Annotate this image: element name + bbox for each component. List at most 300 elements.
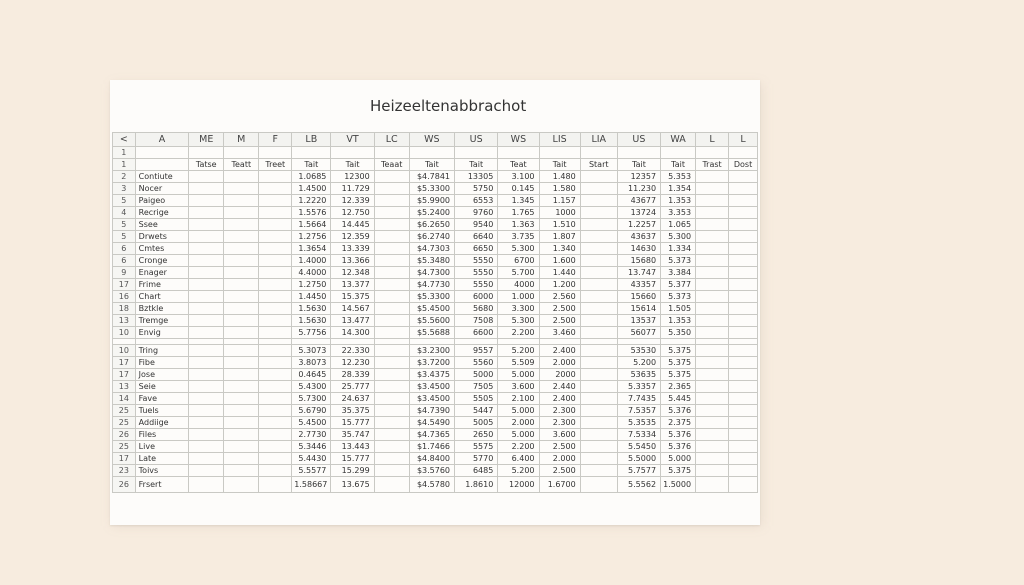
value-cell[interactable]: $5.2400 (409, 207, 454, 219)
table-cell[interactable] (259, 147, 292, 159)
row-number[interactable]: 16 (113, 291, 136, 303)
value-cell[interactable]: 53530 (617, 345, 660, 357)
subheader-cell[interactable]: Tait (331, 159, 374, 171)
table-cell[interactable] (224, 231, 259, 243)
table-cell[interactable] (729, 369, 758, 381)
value-cell[interactable]: $5.5688 (409, 327, 454, 339)
value-cell[interactable]: $4.7303 (409, 243, 454, 255)
value-cell[interactable]: 1.6700 (539, 477, 580, 493)
value-cell[interactable]: 1.353 (661, 195, 696, 207)
value-cell[interactable]: 12.348 (331, 267, 374, 279)
value-cell[interactable]: 15.777 (331, 453, 374, 465)
value-cell[interactable]: 5550 (455, 267, 498, 279)
table-cell[interactable] (189, 195, 224, 207)
table-cell[interactable] (580, 231, 617, 243)
value-cell[interactable]: 5.375 (661, 465, 696, 477)
value-cell[interactable]: 5680 (455, 303, 498, 315)
table-cell[interactable] (729, 405, 758, 417)
column-header[interactable]: A (135, 133, 189, 147)
table-cell[interactable] (580, 279, 617, 291)
table-cell[interactable] (259, 381, 292, 393)
table-cell[interactable] (374, 417, 409, 429)
subheader-cell[interactable]: Teatt (224, 159, 259, 171)
table-cell[interactable] (696, 279, 729, 291)
table-cell[interactable] (696, 171, 729, 183)
value-cell[interactable]: 15660 (617, 291, 660, 303)
row-number[interactable]: 6 (113, 243, 136, 255)
value-cell[interactable]: 5575 (455, 441, 498, 453)
row-name-cell[interactable]: Toivs (135, 465, 189, 477)
value-cell[interactable]: $6.2650 (409, 219, 454, 231)
value-cell[interactable]: 7.7435 (617, 393, 660, 405)
row-number[interactable]: 26 (113, 429, 136, 441)
row-number[interactable]: 17 (113, 357, 136, 369)
table-cell[interactable] (259, 453, 292, 465)
value-cell[interactable]: 2.500 (539, 303, 580, 315)
value-cell[interactable]: 1.2756 (292, 231, 331, 243)
table-cell[interactable] (729, 381, 758, 393)
table-cell[interactable] (729, 147, 758, 159)
subheader-cell[interactable]: Tait (455, 159, 498, 171)
value-cell[interactable]: $4.7365 (409, 429, 454, 441)
value-cell[interactable]: 2.300 (539, 405, 580, 417)
row-number[interactable]: 17 (113, 279, 136, 291)
table-cell[interactable] (374, 453, 409, 465)
table-cell[interactable] (259, 357, 292, 369)
table-cell[interactable] (580, 327, 617, 339)
table-cell[interactable] (580, 405, 617, 417)
value-cell[interactable]: 5.7756 (292, 327, 331, 339)
value-cell[interactable]: 0.145 (498, 183, 539, 195)
table-cell[interactable] (580, 243, 617, 255)
subheader-cell[interactable]: Tait (661, 159, 696, 171)
table-cell[interactable] (696, 303, 729, 315)
table-cell[interactable] (292, 147, 331, 159)
value-cell[interactable]: 12000 (498, 477, 539, 493)
value-cell[interactable]: $6.2740 (409, 231, 454, 243)
table-cell[interactable] (729, 345, 758, 357)
table-cell[interactable] (374, 357, 409, 369)
table-cell[interactable] (189, 381, 224, 393)
row-number[interactable]: 17 (113, 369, 136, 381)
table-cell[interactable] (259, 243, 292, 255)
table-cell[interactable] (696, 267, 729, 279)
table-cell[interactable] (455, 147, 498, 159)
table-cell[interactable] (189, 291, 224, 303)
subheader-cell[interactable]: Tait (409, 159, 454, 171)
table-cell[interactable] (729, 279, 758, 291)
table-cell[interactable] (696, 369, 729, 381)
table-cell[interactable] (696, 345, 729, 357)
table-cell[interactable] (374, 267, 409, 279)
table-cell[interactable] (259, 477, 292, 493)
row-number[interactable]: 5 (113, 231, 136, 243)
table-cell[interactable] (696, 357, 729, 369)
value-cell[interactable]: 1.765 (498, 207, 539, 219)
value-cell[interactable]: 0.4645 (292, 369, 331, 381)
value-cell[interactable]: 13.675 (331, 477, 374, 493)
value-cell[interactable]: $5.3480 (409, 255, 454, 267)
value-cell[interactable]: $3.4500 (409, 393, 454, 405)
value-cell[interactable]: 14.300 (331, 327, 374, 339)
value-cell[interactable]: 2000 (539, 369, 580, 381)
table-cell[interactable] (224, 183, 259, 195)
table-cell[interactable] (729, 357, 758, 369)
value-cell[interactable]: 3.460 (539, 327, 580, 339)
table-cell[interactable] (580, 315, 617, 327)
table-cell[interactable] (189, 429, 224, 441)
table-cell[interactable] (259, 465, 292, 477)
table-cell[interactable] (189, 477, 224, 493)
value-cell[interactable]: 13.747 (617, 267, 660, 279)
table-cell[interactable] (580, 207, 617, 219)
value-cell[interactable]: 5.7300 (292, 393, 331, 405)
table-cell[interactable] (374, 303, 409, 315)
value-cell[interactable]: 1.8610 (455, 477, 498, 493)
table-cell[interactable] (224, 381, 259, 393)
column-header[interactable]: US (455, 133, 498, 147)
value-cell[interactable]: 3.8073 (292, 357, 331, 369)
value-cell[interactable]: $1.7466 (409, 441, 454, 453)
table-cell[interactable] (189, 357, 224, 369)
row-name-cell[interactable]: Frime (135, 279, 189, 291)
row-name-cell[interactable]: Seie (135, 381, 189, 393)
value-cell[interactable]: 24.637 (331, 393, 374, 405)
value-cell[interactable]: 1.480 (539, 171, 580, 183)
table-cell[interactable] (729, 477, 758, 493)
value-cell[interactable]: 13305 (455, 171, 498, 183)
value-cell[interactable]: 56077 (617, 327, 660, 339)
value-cell[interactable]: 2.400 (539, 345, 580, 357)
table-cell[interactable] (729, 255, 758, 267)
table-cell[interactable] (224, 453, 259, 465)
row-name-cell[interactable]: Tring (135, 345, 189, 357)
subheader-cell[interactable] (135, 159, 189, 171)
value-cell[interactable]: 1.5000 (661, 477, 696, 493)
column-header[interactable]: LIS (539, 133, 580, 147)
value-cell[interactable]: 6600 (455, 327, 498, 339)
row-name-cell[interactable]: Ssee (135, 219, 189, 231)
table-cell[interactable] (729, 291, 758, 303)
table-cell[interactable] (696, 393, 729, 405)
table-cell[interactable] (259, 255, 292, 267)
table-cell[interactable] (580, 465, 617, 477)
table-cell[interactable] (580, 219, 617, 231)
table-cell[interactable] (189, 405, 224, 417)
value-cell[interactable]: 5.5562 (617, 477, 660, 493)
table-cell[interactable] (224, 267, 259, 279)
table-cell[interactable] (729, 267, 758, 279)
value-cell[interactable]: 5.5450 (617, 441, 660, 453)
table-cell[interactable] (189, 231, 224, 243)
value-cell[interactable]: 2.500 (539, 315, 580, 327)
subheader-cell[interactable]: Start (580, 159, 617, 171)
table-cell[interactable] (374, 243, 409, 255)
value-cell[interactable]: 2.500 (539, 441, 580, 453)
value-cell[interactable]: 12.750 (331, 207, 374, 219)
table-cell[interactable] (374, 231, 409, 243)
value-cell[interactable]: 7.5357 (617, 405, 660, 417)
value-cell[interactable]: 2.300 (539, 417, 580, 429)
value-cell[interactable]: $5.4500 (409, 303, 454, 315)
value-cell[interactable]: 12.230 (331, 357, 374, 369)
value-cell[interactable]: 12300 (331, 171, 374, 183)
row-name-cell[interactable]: Addiige (135, 417, 189, 429)
table-cell[interactable] (729, 453, 758, 465)
table-cell[interactable] (580, 195, 617, 207)
column-header[interactable]: F (259, 133, 292, 147)
value-cell[interactable]: 5.000 (661, 453, 696, 465)
column-header[interactable]: ME (189, 133, 224, 147)
value-cell[interactable]: 35.375 (331, 405, 374, 417)
table-cell[interactable] (189, 441, 224, 453)
row-name-cell[interactable]: Paigeo (135, 195, 189, 207)
table-cell[interactable] (729, 327, 758, 339)
table-cell[interactable] (729, 195, 758, 207)
value-cell[interactable]: 2.000 (539, 357, 580, 369)
row-number[interactable]: 25 (113, 405, 136, 417)
table-cell[interactable] (374, 315, 409, 327)
row-number[interactable]: 4 (113, 207, 136, 219)
table-cell[interactable] (189, 369, 224, 381)
table-cell[interactable] (224, 441, 259, 453)
table-cell[interactable] (259, 267, 292, 279)
table-cell[interactable] (189, 279, 224, 291)
value-cell[interactable]: 6485 (455, 465, 498, 477)
row-number[interactable]: 26 (113, 477, 136, 493)
value-cell[interactable]: 15614 (617, 303, 660, 315)
table-cell[interactable] (259, 393, 292, 405)
value-cell[interactable]: 13537 (617, 315, 660, 327)
row-number[interactable]: 14 (113, 393, 136, 405)
subheader-cell[interactable]: Teaat (374, 159, 409, 171)
value-cell[interactable]: 1.3654 (292, 243, 331, 255)
value-cell[interactable]: 3.735 (498, 231, 539, 243)
value-cell[interactable]: 1.5664 (292, 219, 331, 231)
value-cell[interactable]: 5.353 (661, 171, 696, 183)
table-cell[interactable] (580, 255, 617, 267)
table-cell[interactable] (580, 357, 617, 369)
table-cell[interactable] (729, 303, 758, 315)
value-cell[interactable]: $4.7390 (409, 405, 454, 417)
table-cell[interactable] (729, 393, 758, 405)
value-cell[interactable]: 1.200 (539, 279, 580, 291)
table-cell[interactable] (729, 441, 758, 453)
value-cell[interactable]: 9760 (455, 207, 498, 219)
value-cell[interactable]: 15.299 (331, 465, 374, 477)
table-cell[interactable] (224, 429, 259, 441)
table-cell[interactable] (696, 207, 729, 219)
table-cell[interactable] (189, 393, 224, 405)
value-cell[interactable]: 1.4450 (292, 291, 331, 303)
value-cell[interactable]: 12.339 (331, 195, 374, 207)
row-name-cell[interactable]: Enager (135, 267, 189, 279)
table-cell[interactable] (189, 207, 224, 219)
table-cell[interactable] (696, 405, 729, 417)
value-cell[interactable]: 2.440 (539, 381, 580, 393)
table-cell[interactable] (259, 207, 292, 219)
value-cell[interactable]: 1.353 (661, 315, 696, 327)
table-cell[interactable] (259, 279, 292, 291)
table-cell[interactable] (696, 429, 729, 441)
table-cell[interactable] (189, 303, 224, 315)
value-cell[interactable]: 11.729 (331, 183, 374, 195)
row-number[interactable]: 5 (113, 219, 136, 231)
value-cell[interactable]: 5.377 (661, 279, 696, 291)
value-cell[interactable]: 3.384 (661, 267, 696, 279)
table-cell[interactable] (135, 147, 189, 159)
value-cell[interactable]: 1.807 (539, 231, 580, 243)
value-cell[interactable]: 7.5334 (617, 429, 660, 441)
table-cell[interactable] (224, 219, 259, 231)
value-cell[interactable]: 2.200 (498, 441, 539, 453)
value-cell[interactable]: 1.505 (661, 303, 696, 315)
value-cell[interactable]: 5.350 (661, 327, 696, 339)
value-cell[interactable]: 14.445 (331, 219, 374, 231)
value-cell[interactable]: 1.580 (539, 183, 580, 195)
table-cell[interactable] (189, 453, 224, 465)
table-cell[interactable] (224, 357, 259, 369)
value-cell[interactable]: $3.4500 (409, 381, 454, 393)
row-name-cell[interactable]: Fave (135, 393, 189, 405)
table-cell[interactable] (374, 291, 409, 303)
table-cell[interactable] (729, 243, 758, 255)
table-cell[interactable] (374, 327, 409, 339)
value-cell[interactable]: 5.300 (498, 315, 539, 327)
table-cell[interactable] (661, 147, 696, 159)
value-cell[interactable]: 2.7730 (292, 429, 331, 441)
value-cell[interactable]: 5.4500 (292, 417, 331, 429)
table-cell[interactable] (224, 393, 259, 405)
column-header[interactable]: LB (292, 133, 331, 147)
value-cell[interactable]: 43357 (617, 279, 660, 291)
table-cell[interactable] (189, 255, 224, 267)
value-cell[interactable]: 5.3535 (617, 417, 660, 429)
table-cell[interactable] (259, 171, 292, 183)
value-cell[interactable]: 5.3073 (292, 345, 331, 357)
table-cell[interactable] (729, 429, 758, 441)
row-number[interactable]: 18 (113, 303, 136, 315)
subheader-cell[interactable]: Tait (617, 159, 660, 171)
table-cell[interactable] (374, 465, 409, 477)
table-cell[interactable] (224, 345, 259, 357)
column-header[interactable]: WA (661, 133, 696, 147)
value-cell[interactable]: 2.100 (498, 393, 539, 405)
value-cell[interactable]: 15680 (617, 255, 660, 267)
subheader-cell[interactable]: Teat (498, 159, 539, 171)
value-cell[interactable]: 6650 (455, 243, 498, 255)
value-cell[interactable]: 13.377 (331, 279, 374, 291)
row-number[interactable]: 25 (113, 417, 136, 429)
value-cell[interactable]: 1.0685 (292, 171, 331, 183)
value-cell[interactable]: 22.330 (331, 345, 374, 357)
value-cell[interactable]: 3.300 (498, 303, 539, 315)
value-cell[interactable]: 2.375 (661, 417, 696, 429)
subheader-cell[interactable]: Tait (539, 159, 580, 171)
table-cell[interactable] (224, 291, 259, 303)
row-name-cell[interactable]: Envig (135, 327, 189, 339)
table-cell[interactable] (259, 345, 292, 357)
value-cell[interactable]: $3.2300 (409, 345, 454, 357)
value-cell[interactable]: 1.2220 (292, 195, 331, 207)
table-cell[interactable] (580, 303, 617, 315)
row-name-cell[interactable]: Cmtes (135, 243, 189, 255)
table-cell[interactable] (617, 147, 660, 159)
table-cell[interactable] (189, 417, 224, 429)
value-cell[interactable]: 5750 (455, 183, 498, 195)
table-cell[interactable] (729, 465, 758, 477)
value-cell[interactable]: 12357 (617, 171, 660, 183)
value-cell[interactable]: 5.375 (661, 369, 696, 381)
table-cell[interactable] (580, 477, 617, 493)
table-cell[interactable] (696, 453, 729, 465)
table-cell[interactable] (580, 183, 617, 195)
table-cell[interactable] (374, 279, 409, 291)
row-name-cell[interactable]: Cronge (135, 255, 189, 267)
table-cell[interactable] (696, 231, 729, 243)
value-cell[interactable]: 1.334 (661, 243, 696, 255)
table-cell[interactable] (224, 315, 259, 327)
value-cell[interactable]: 43637 (617, 231, 660, 243)
value-cell[interactable]: 53635 (617, 369, 660, 381)
value-cell[interactable]: 5.375 (661, 345, 696, 357)
value-cell[interactable]: 5.000 (498, 369, 539, 381)
table-cell[interactable] (259, 429, 292, 441)
table-cell[interactable] (696, 417, 729, 429)
table-cell[interactable] (224, 477, 259, 493)
value-cell[interactable]: 13.477 (331, 315, 374, 327)
value-cell[interactable]: 3.100 (498, 171, 539, 183)
value-cell[interactable]: 5.376 (661, 441, 696, 453)
row-name-cell[interactable]: Drwets (135, 231, 189, 243)
table-cell[interactable] (696, 243, 729, 255)
value-cell[interactable]: $5.5600 (409, 315, 454, 327)
table-cell[interactable] (374, 171, 409, 183)
subheader-cell[interactable]: Dost (729, 159, 758, 171)
value-cell[interactable]: 2.200 (498, 327, 539, 339)
value-cell[interactable]: 1.340 (539, 243, 580, 255)
value-cell[interactable]: 6.400 (498, 453, 539, 465)
value-cell[interactable]: 4.4000 (292, 267, 331, 279)
table-cell[interactable] (224, 303, 259, 315)
row-name-cell[interactable]: Recrige (135, 207, 189, 219)
value-cell[interactable]: $3.7200 (409, 357, 454, 369)
value-cell[interactable]: 13724 (617, 207, 660, 219)
table-cell[interactable] (580, 417, 617, 429)
value-cell[interactable]: 5770 (455, 453, 498, 465)
value-cell[interactable]: 1.2750 (292, 279, 331, 291)
table-cell[interactable] (224, 171, 259, 183)
value-cell[interactable]: 5005 (455, 417, 498, 429)
value-cell[interactable]: $4.5490 (409, 417, 454, 429)
value-cell[interactable]: 1.157 (539, 195, 580, 207)
table-cell[interactable] (374, 393, 409, 405)
row-number[interactable]: 9 (113, 267, 136, 279)
value-cell[interactable]: 1.354 (661, 183, 696, 195)
value-cell[interactable]: 5.200 (498, 465, 539, 477)
table-cell[interactable] (409, 147, 454, 159)
table-cell[interactable] (224, 465, 259, 477)
table-cell[interactable] (580, 381, 617, 393)
subheader-cell[interactable]: Treet (259, 159, 292, 171)
table-cell[interactable] (696, 183, 729, 195)
value-cell[interactable]: 2.560 (539, 291, 580, 303)
value-cell[interactable]: 6640 (455, 231, 498, 243)
value-cell[interactable]: 5550 (455, 279, 498, 291)
value-cell[interactable]: 3.353 (661, 207, 696, 219)
column-header[interactable]: < (113, 133, 136, 147)
value-cell[interactable]: $4.5780 (409, 477, 454, 493)
